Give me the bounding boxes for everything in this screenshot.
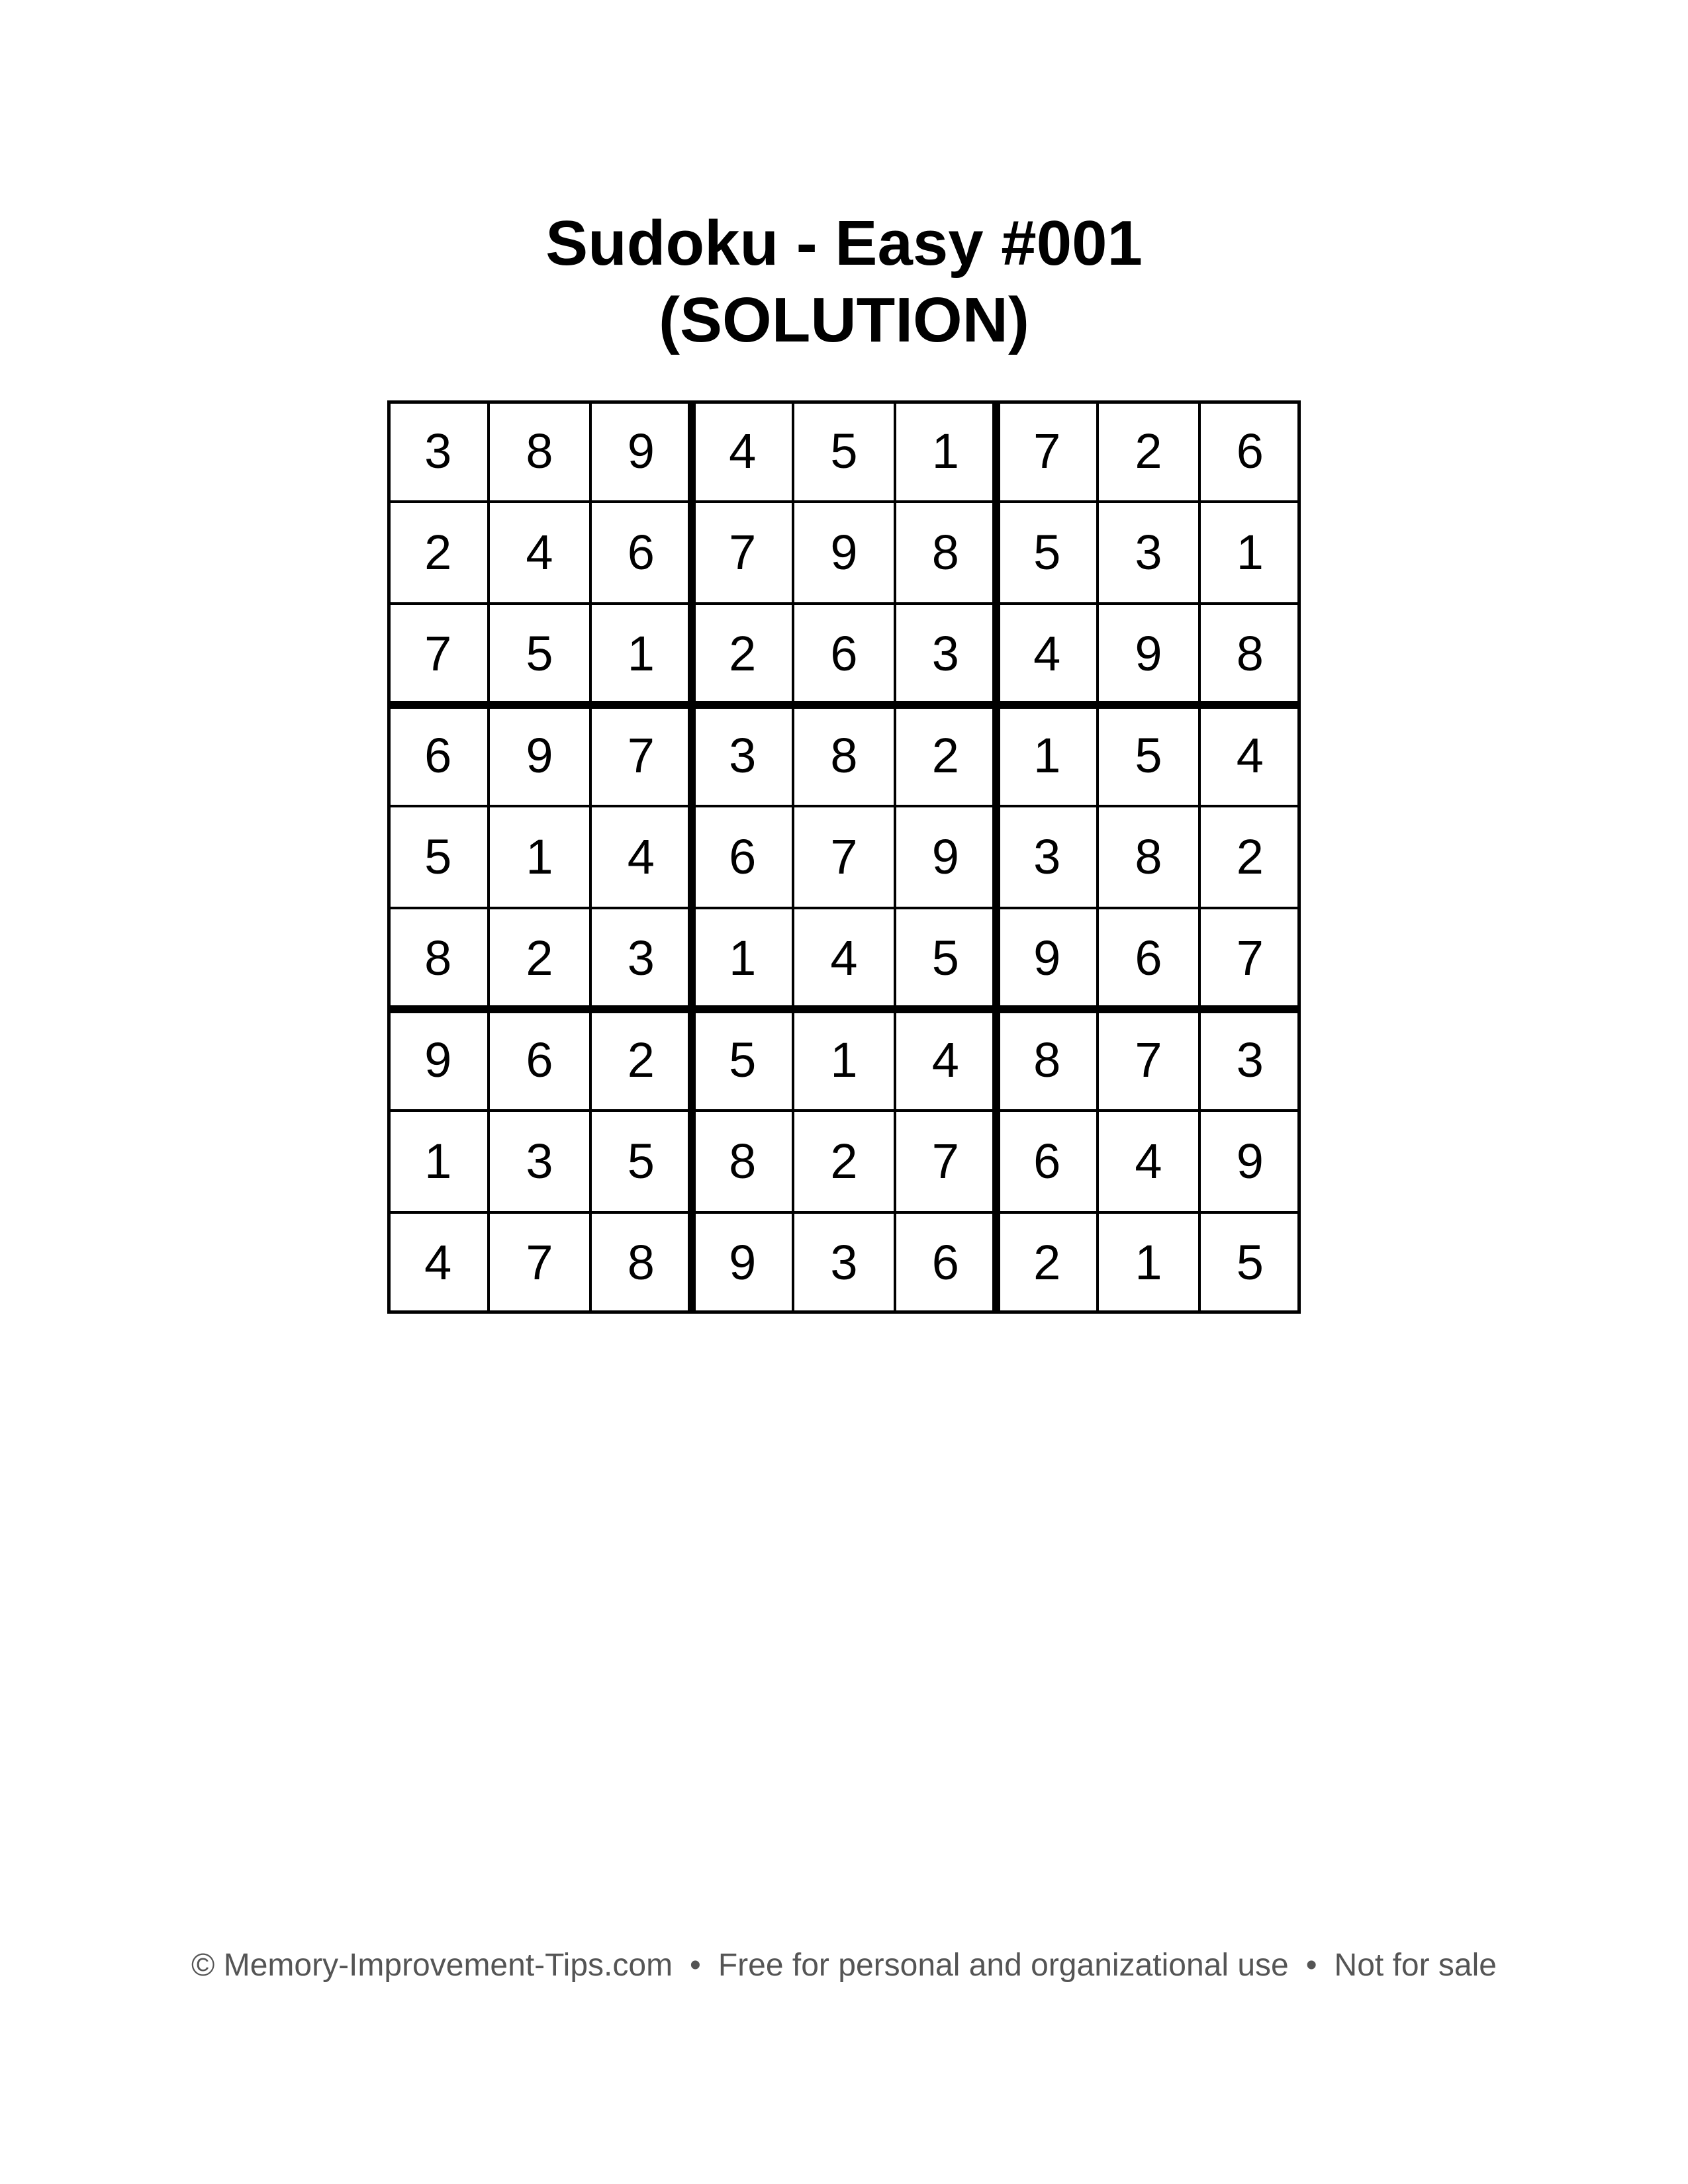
cell-divider-horizontal (387, 805, 1301, 807)
sudoku-cell: 2 (627, 1032, 655, 1087)
sudoku-cell: 8 (830, 727, 858, 783)
sudoku-cell: 2 (424, 524, 452, 580)
sudoku-cell: 4 (729, 423, 757, 478)
sudoku-board (387, 400, 1301, 1314)
cell-divider-vertical (792, 400, 794, 1314)
sudoku-cell: 3 (526, 1133, 553, 1189)
footer-not-for-sale: Not for sale (1334, 1948, 1497, 1983)
sudoku-cell: 3 (1135, 524, 1162, 580)
sudoku-cell: 3 (830, 1235, 858, 1291)
sudoku-cell: 9 (1236, 1133, 1264, 1189)
sudoku-cell: 9 (627, 423, 655, 478)
sudoku-cell: 3 (729, 727, 757, 783)
sudoku-cell: 6 (830, 626, 858, 682)
cell-divider-vertical (1096, 400, 1099, 1314)
cell-divider-vertical (1198, 400, 1201, 1314)
sudoku-cell: 4 (1033, 626, 1061, 682)
box-divider-vertical (992, 400, 1000, 1314)
sudoku-cell: 1 (1135, 1235, 1162, 1291)
cell-divider-horizontal (387, 907, 1301, 909)
cell-divider-horizontal (387, 602, 1301, 605)
sudoku-cell: 6 (1135, 931, 1162, 986)
sudoku-cell: 5 (1236, 1235, 1264, 1291)
sudoku-cell: 4 (931, 1032, 959, 1087)
cell-divider-vertical (589, 400, 592, 1314)
sudoku-cell: 9 (1033, 931, 1061, 986)
cell-divider-vertical (894, 400, 896, 1314)
sudoku-cell: 1 (526, 829, 553, 884)
sudoku-cell: 9 (729, 1235, 757, 1291)
sudoku-cell: 1 (627, 626, 655, 682)
sudoku-cell: 5 (526, 626, 553, 682)
sudoku-cell: 4 (526, 524, 553, 580)
sudoku-cell: 2 (931, 727, 959, 783)
sudoku-cell: 4 (1135, 1133, 1162, 1189)
sudoku-cell: 1 (931, 423, 959, 478)
sudoku-cell: 1 (729, 931, 757, 986)
sudoku-cell: 5 (729, 1032, 757, 1087)
sudoku-cell: 5 (424, 829, 452, 884)
sudoku-cell: 9 (424, 1032, 452, 1087)
footer-copyright: © Memory-Improvement-Tips.com (191, 1948, 673, 1983)
sudoku-cell: 8 (1033, 1032, 1061, 1087)
sudoku-cell: 7 (1135, 1032, 1162, 1087)
sudoku-cell: 1 (424, 1133, 452, 1189)
footer-separator: • (1305, 1948, 1317, 1983)
box-divider-horizontal (387, 1005, 1301, 1013)
sudoku-cell: 3 (1033, 829, 1061, 884)
sudoku-cell: 4 (424, 1235, 452, 1291)
sudoku-cell: 8 (627, 1235, 655, 1291)
sudoku-cell: 4 (1236, 727, 1264, 783)
box-divider-vertical (688, 400, 696, 1314)
sudoku-cell: 8 (526, 423, 553, 478)
sudoku-cell: 2 (1236, 829, 1264, 884)
sudoku-cell: 6 (931, 1235, 959, 1291)
sudoku-cell: 8 (729, 1133, 757, 1189)
sudoku-cell: 5 (1033, 524, 1061, 580)
sudoku-cell: 5 (627, 1133, 655, 1189)
sudoku-cell: 3 (1236, 1032, 1264, 1087)
footer-license: Free for personal and organizational use (718, 1948, 1289, 1983)
sudoku-cell: 7 (729, 524, 757, 580)
sudoku-cell: 7 (931, 1133, 959, 1189)
sudoku-cell: 5 (1135, 727, 1162, 783)
puzzle-title: Sudoku - Easy #001 (545, 208, 1143, 279)
sudoku-cell: 7 (1236, 931, 1264, 986)
sudoku-cell: 7 (830, 829, 858, 884)
sudoku-cell: 6 (424, 727, 452, 783)
cell-divider-horizontal (387, 1109, 1301, 1112)
sudoku-cell: 9 (931, 829, 959, 884)
sudoku-cell: 7 (424, 626, 452, 682)
sudoku-cell: 8 (424, 931, 452, 986)
sudoku-cell: 6 (1033, 1133, 1061, 1189)
sudoku-cell: 2 (526, 931, 553, 986)
sudoku-cell: 8 (1135, 829, 1162, 884)
sudoku-cell: 8 (1236, 626, 1264, 682)
sudoku-cell: 6 (526, 1032, 553, 1087)
sudoku-cell: 1 (1236, 524, 1264, 580)
sudoku-cell: 6 (729, 829, 757, 884)
sudoku-cell: 2 (729, 626, 757, 682)
sudoku-cell: 1 (830, 1032, 858, 1087)
sudoku-cell: 9 (526, 727, 553, 783)
sudoku-cell: 3 (627, 931, 655, 986)
sudoku-cell: 6 (1236, 423, 1264, 478)
sudoku-cell: 9 (1135, 626, 1162, 682)
footer-separator: • (690, 1948, 701, 1983)
cell-divider-horizontal (387, 500, 1301, 503)
sudoku-cell: 9 (830, 524, 858, 580)
puzzle-subtitle: (SOLUTION) (659, 285, 1029, 355)
cell-divider-vertical (487, 400, 490, 1314)
cell-divider-horizontal (387, 1211, 1301, 1214)
sudoku-cell: 3 (931, 626, 959, 682)
sudoku-cell: 5 (931, 931, 959, 986)
sudoku-cell: 2 (1033, 1235, 1061, 1291)
sudoku-cell: 7 (1033, 423, 1061, 478)
sudoku-cell: 3 (424, 423, 452, 478)
sudoku-cell: 4 (830, 931, 858, 986)
sudoku-cell: 1 (1033, 727, 1061, 783)
sudoku-cell: 8 (931, 524, 959, 580)
sudoku-cell: 5 (830, 423, 858, 478)
footer (0, 1946, 1688, 1985)
sudoku-cell: 7 (526, 1235, 553, 1291)
sudoku-cell: 4 (627, 829, 655, 884)
box-divider-horizontal (387, 701, 1301, 709)
sudoku-cell: 6 (627, 524, 655, 580)
sudoku-cell: 2 (830, 1133, 858, 1189)
sudoku-cell: 7 (627, 727, 655, 783)
sudoku-cell: 2 (1135, 423, 1162, 478)
